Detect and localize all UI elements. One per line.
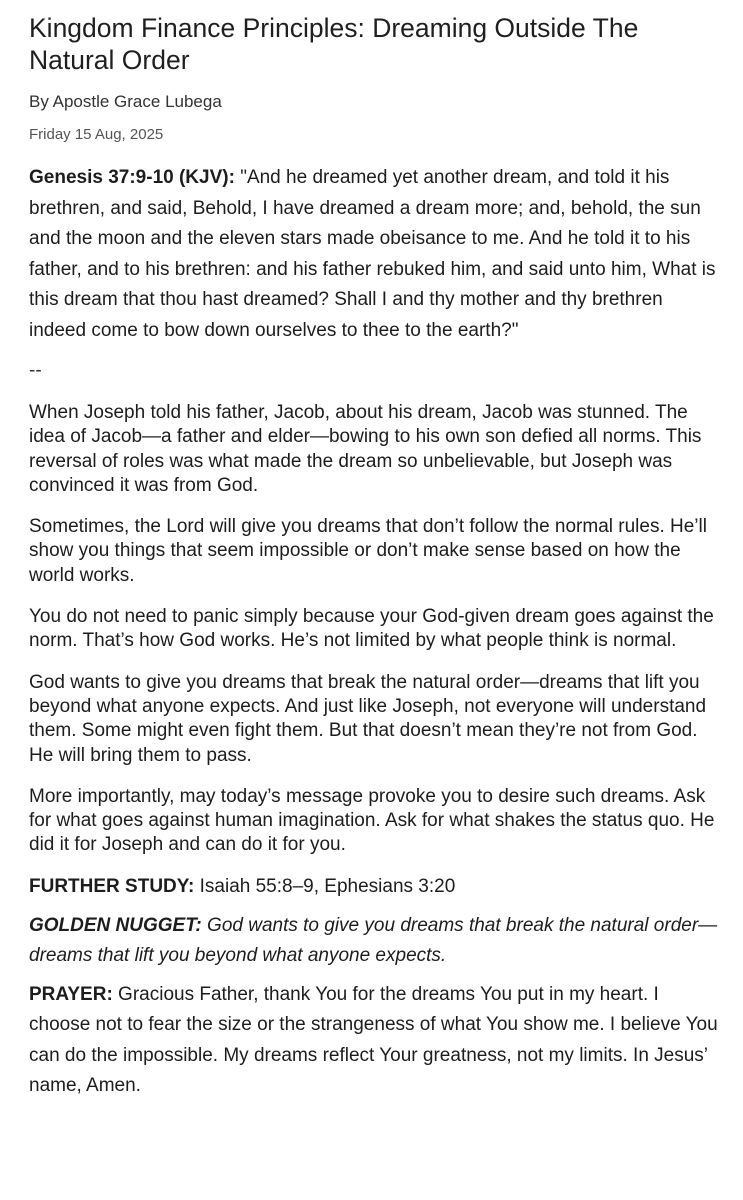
scripture-passage bbox=[29, 163, 723, 346]
scripture-reference: Genesis 37:9-10 (KJV): bbox=[29, 167, 235, 188]
further-study-label: FURTHER STUDY: bbox=[29, 875, 195, 897]
prayer bbox=[29, 980, 723, 1102]
body-paragraph-3: You do not need to panic simply because your God-given dream goes against the norm. That’s how God works. He’s not limited by what people think is normal. bbox=[29, 606, 714, 652]
body-paragraph-1: When Joseph told his father, Jacob, about his dream, Jacob was stunned. The idea of Jacob—a father and elder—bowing to his own son defied all norms. This reversal of roles was what made the dream so unbelievable, but Joseph was convinced it was from God. bbox=[29, 402, 702, 496]
body-paragraph-4: God wants to give you dreams that break the natural order—dreams that lift you beyond what anyone expects. And just like Joseph, not everyone will understand them. Some might even fight them. But that doesn’t mean they’re not from God. He will bring them to pass. bbox=[29, 671, 707, 766]
further-study bbox=[29, 875, 723, 899]
body-paragraph-5: More importantly, may today’s message provoke you to desire such dreams. Ask for what goes against human imagination. Ask for what shakes the status quo. He did it for Joseph and can do it for you. bbox=[29, 785, 715, 856]
scripture-text: "And he dreamed yet another dream, and told it his brethren, and said, Behold, I have dreamed a dream more; and, behold, the sun and the moon and the eleven stars made obeisance to me. And he told it to his father, and to his brethren: and his father rebuked him, and said unto him, What is this dream that thou hast dreamed? Shall I and thy mother and thy brethren indeed come to bow down ourselves to thee to the earth?" bbox=[29, 167, 716, 341]
golden-nugget-text: God wants to give you dreams that break the natural order— dreams that lift you beyond what anyone expects. bbox=[29, 914, 718, 966]
further-study-text: Isaiah 55:8–9, Ephesians 3:20 bbox=[194, 875, 456, 897]
golden-nugget-label: GOLDEN NUGGET: bbox=[29, 914, 202, 936]
prayer-label: PRAYER: bbox=[29, 983, 113, 1005]
golden-nugget bbox=[29, 911, 723, 971]
section-divider: -- bbox=[29, 360, 42, 381]
body-paragraph-2: Sometimes, the Lord will give you dreams that don’t follow the normal rules. He’ll show you things that seem impossible or don’t make sense based on how the world works. bbox=[29, 516, 707, 586]
prayer-text: Gracious Father, thank You for the dreams You put in my heart. I choose not to fear the size or the strangeness of what You show me. I believe You can do the impossible. My dreams reflect Your greatness, not my limits. In Jesus’ name, Amen. bbox=[29, 983, 718, 1097]
publish-date: Friday 15 Aug, 2025 bbox=[29, 126, 164, 143]
article-title: Kingdom Finance Principles: Dreaming Outside The Natural Order bbox=[29, 13, 639, 75]
author-byline: By Apostle Grace Lubega bbox=[29, 92, 222, 111]
